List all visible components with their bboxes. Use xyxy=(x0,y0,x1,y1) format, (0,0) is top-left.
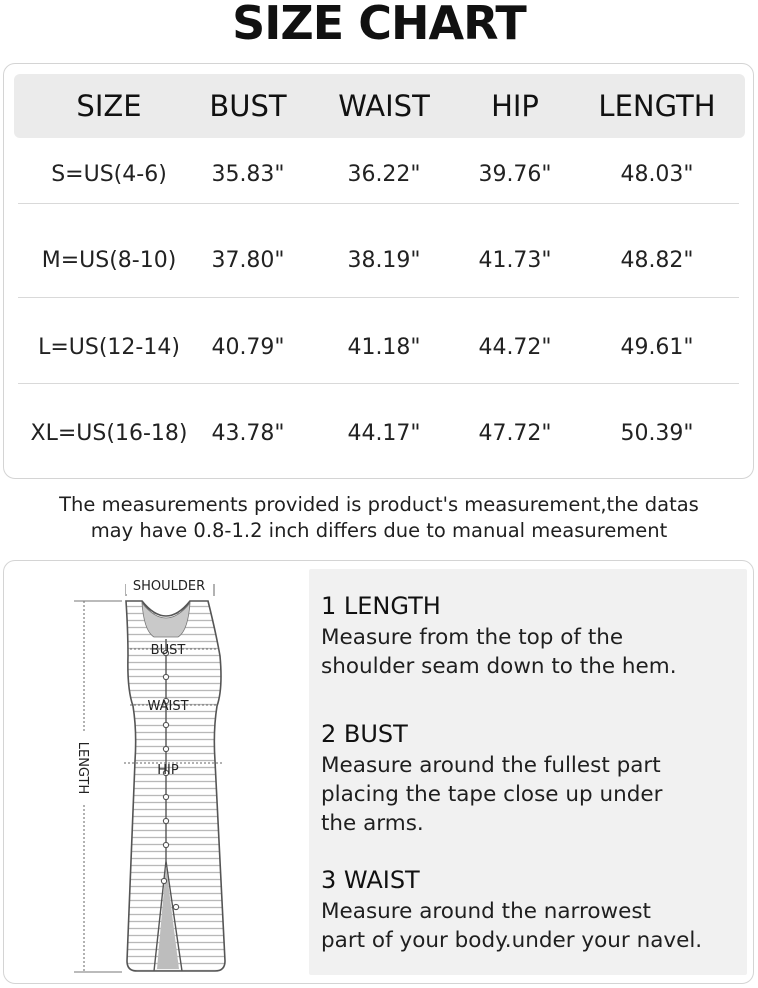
waist-cell: 41.18" xyxy=(347,335,421,360)
header-size: SIZE xyxy=(76,89,142,123)
length-cell: 48.82" xyxy=(620,248,694,273)
waist-cell: 44.17" xyxy=(347,421,421,446)
table-header-row xyxy=(14,74,745,138)
hip-label: HIP xyxy=(157,763,179,778)
size-cell: S=US(4-6) xyxy=(51,162,167,187)
header-hip: HIP xyxy=(491,89,539,123)
hip-cell: 41.73" xyxy=(478,248,552,273)
row-divider xyxy=(18,203,739,204)
row-divider xyxy=(18,383,739,384)
guide-text-bust xyxy=(321,751,741,838)
guide-item-length xyxy=(321,591,741,681)
shoulder-label: SHOULDER xyxy=(132,579,206,594)
length-cell: 48.03" xyxy=(620,162,694,187)
hip-cell: 44.72" xyxy=(478,335,552,360)
note-line-1: The measurements provided is product's measurement,the datas xyxy=(59,493,699,516)
hip-cell: 39.76" xyxy=(478,162,552,187)
bust-label: BUST xyxy=(150,643,186,658)
length-cell: 50.39" xyxy=(620,421,694,446)
measure-guide-panel xyxy=(309,569,747,975)
guide-text-line: placing the tape close up under xyxy=(321,782,663,807)
header-bust: BUST xyxy=(209,89,287,123)
table-row xyxy=(4,394,755,474)
guide-text-length xyxy=(321,623,741,681)
guide-text-line: Measure around the fullest part xyxy=(321,753,661,778)
header-waist: WAIST xyxy=(338,89,430,123)
size-cell: XL=US(16-18) xyxy=(30,421,188,446)
length-cell: 49.61" xyxy=(620,335,694,360)
bust-cell: 35.83" xyxy=(211,162,285,187)
guide-text-line: Measure around the narrowest xyxy=(321,899,651,924)
bust-cell: 40.79" xyxy=(211,335,285,360)
hip-cell: 47.72" xyxy=(478,421,552,446)
bust-cell: 37.80" xyxy=(211,248,285,273)
table-row xyxy=(4,221,755,301)
guide-item-bust xyxy=(321,719,741,838)
waist-label: WAIST xyxy=(147,699,189,714)
row-divider xyxy=(18,297,739,298)
size-cell: M=US(8-10) xyxy=(41,248,177,273)
page-title: SIZE CHART xyxy=(232,0,526,50)
guide-heading-bust: 2 BUST xyxy=(321,720,408,748)
guide-text-line: the arms. xyxy=(321,811,424,836)
guide-item-waist xyxy=(321,865,741,955)
measure-guide-card xyxy=(3,560,754,984)
waist-cell: 38.19" xyxy=(347,248,421,273)
note-line-2: may have 0.8-1.2 inch differs due to manual measurement xyxy=(90,519,668,542)
guide-heading-length: 1 LENGTH xyxy=(321,592,441,620)
waist-cell: 36.22" xyxy=(347,162,421,187)
table-row xyxy=(4,308,755,388)
guide-text-line: part of your body.under your navel. xyxy=(321,928,703,953)
measurement-note xyxy=(0,492,758,544)
dress-diagram xyxy=(4,561,304,981)
guide-text-line: shoulder seam down to the hem. xyxy=(321,654,677,679)
guide-text-line: Measure from the top of the xyxy=(321,625,624,650)
guide-text-waist xyxy=(321,897,741,955)
bust-cell: 43.78" xyxy=(211,421,285,446)
size-cell: L=US(12-14) xyxy=(38,335,180,360)
size-table xyxy=(3,63,754,479)
header-length: LENGTH xyxy=(598,89,716,123)
length-label: LENGTH xyxy=(75,741,90,795)
guide-heading-waist: 3 WAIST xyxy=(321,866,420,894)
